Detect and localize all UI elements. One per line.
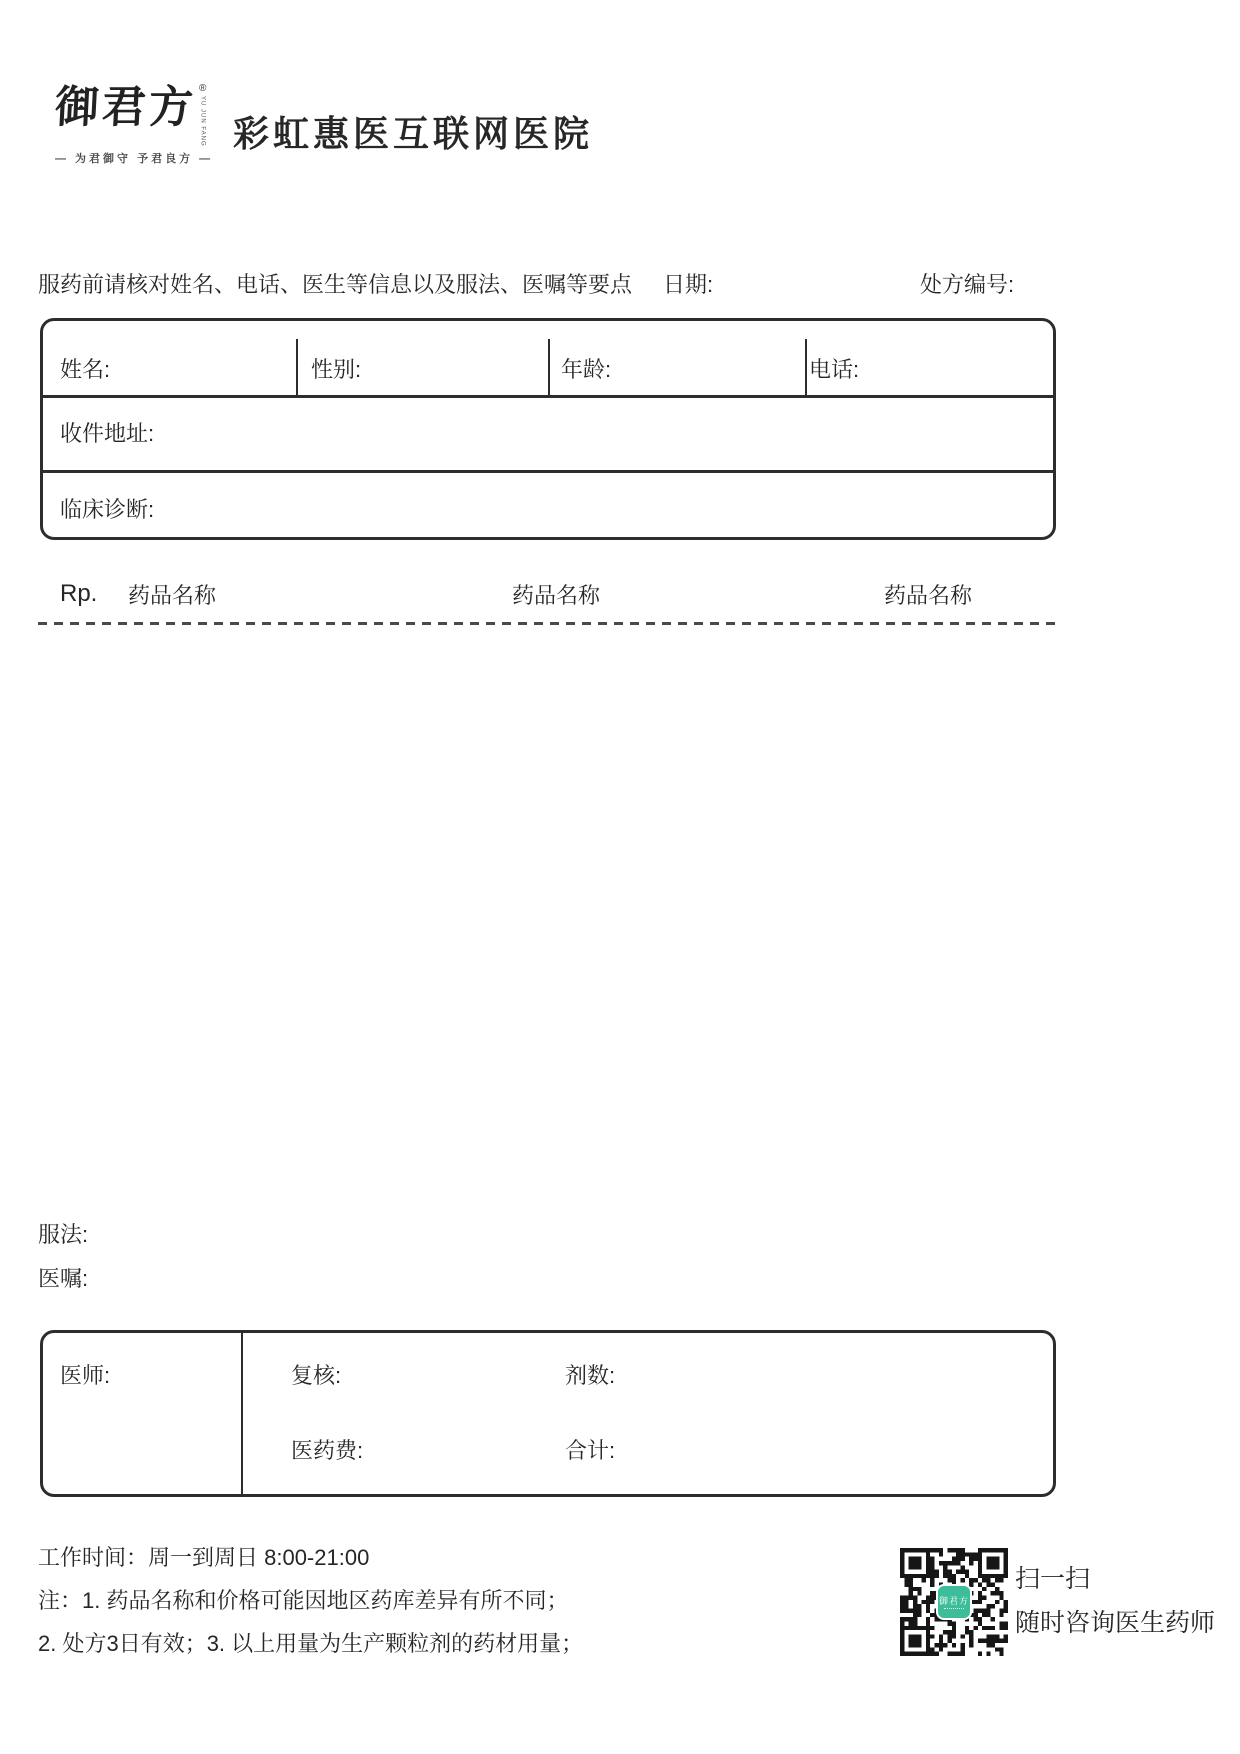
working-hours: 工作时间：周一到周日 8:00-21:00	[38, 1545, 370, 1570]
scan-subtitle: 随时咨询医生药师	[1015, 1609, 1216, 1637]
qr-badge-line	[944, 1608, 964, 1609]
patient-info-box	[40, 318, 1056, 540]
logo-text: 御君方	[53, 83, 198, 132]
row-divider	[40, 470, 1056, 473]
hospital-name: 彩虹惠医互联网医院	[233, 113, 594, 154]
qr-badge-text: 御君方	[938, 1595, 969, 1606]
registered-mark-icon: ®	[199, 83, 207, 94]
note-line-1: 注：1. 药品名称和价格可能因地区药库差异有所不同；	[38, 1588, 569, 1613]
qr-center-badge	[936, 1584, 972, 1620]
drug-column-header: 药品名称	[128, 583, 217, 608]
phone-label: 电话:	[809, 357, 860, 382]
column-divider	[805, 339, 807, 395]
physician-label: 医师:	[60, 1363, 111, 1388]
review-label: 复核:	[291, 1363, 342, 1388]
total-label: 合计:	[565, 1438, 616, 1463]
drug-column-header: 药品名称	[512, 583, 601, 608]
summary-box	[40, 1330, 1056, 1497]
medicine-fee-label: 医药费:	[291, 1438, 364, 1463]
doses-label: 剂数:	[565, 1363, 616, 1388]
column-divider	[241, 1333, 243, 1494]
gender-label: 性别:	[311, 357, 362, 382]
qr-code	[900, 1548, 1008, 1656]
row-divider	[40, 395, 1056, 398]
scan-title: 扫一扫	[1015, 1565, 1091, 1593]
address-label: 收件地址:	[60, 421, 155, 446]
prescription-number-label: 处方编号:	[920, 272, 1015, 297]
rp-label: Rp.	[60, 580, 98, 607]
logo-tagline: — 为君御守 予君良方 —	[55, 153, 214, 165]
notice-text: 服药前请核对姓名、电话、医生等信息以及服法、医嘱等要点	[38, 272, 633, 297]
date-label: 日期:	[663, 272, 714, 297]
brand-logo	[55, 84, 206, 147]
diagnosis-label: 临床诊断:	[60, 497, 155, 522]
advice-label: 医嘱:	[38, 1266, 89, 1291]
column-divider	[548, 339, 550, 395]
drug-column-header: 药品名称	[884, 583, 973, 608]
rx-dashed-separator	[38, 622, 1058, 625]
column-divider	[296, 339, 298, 395]
name-label: 姓名:	[60, 357, 111, 382]
note-line-2: 2. 处方3日有效；3. 以上用量为生产颗粒剂的药材用量；	[38, 1631, 584, 1656]
age-label: 年龄:	[561, 357, 612, 382]
usage-label: 服法:	[38, 1222, 89, 1247]
logo-vertical-text: YU JUN FANG	[199, 96, 206, 147]
